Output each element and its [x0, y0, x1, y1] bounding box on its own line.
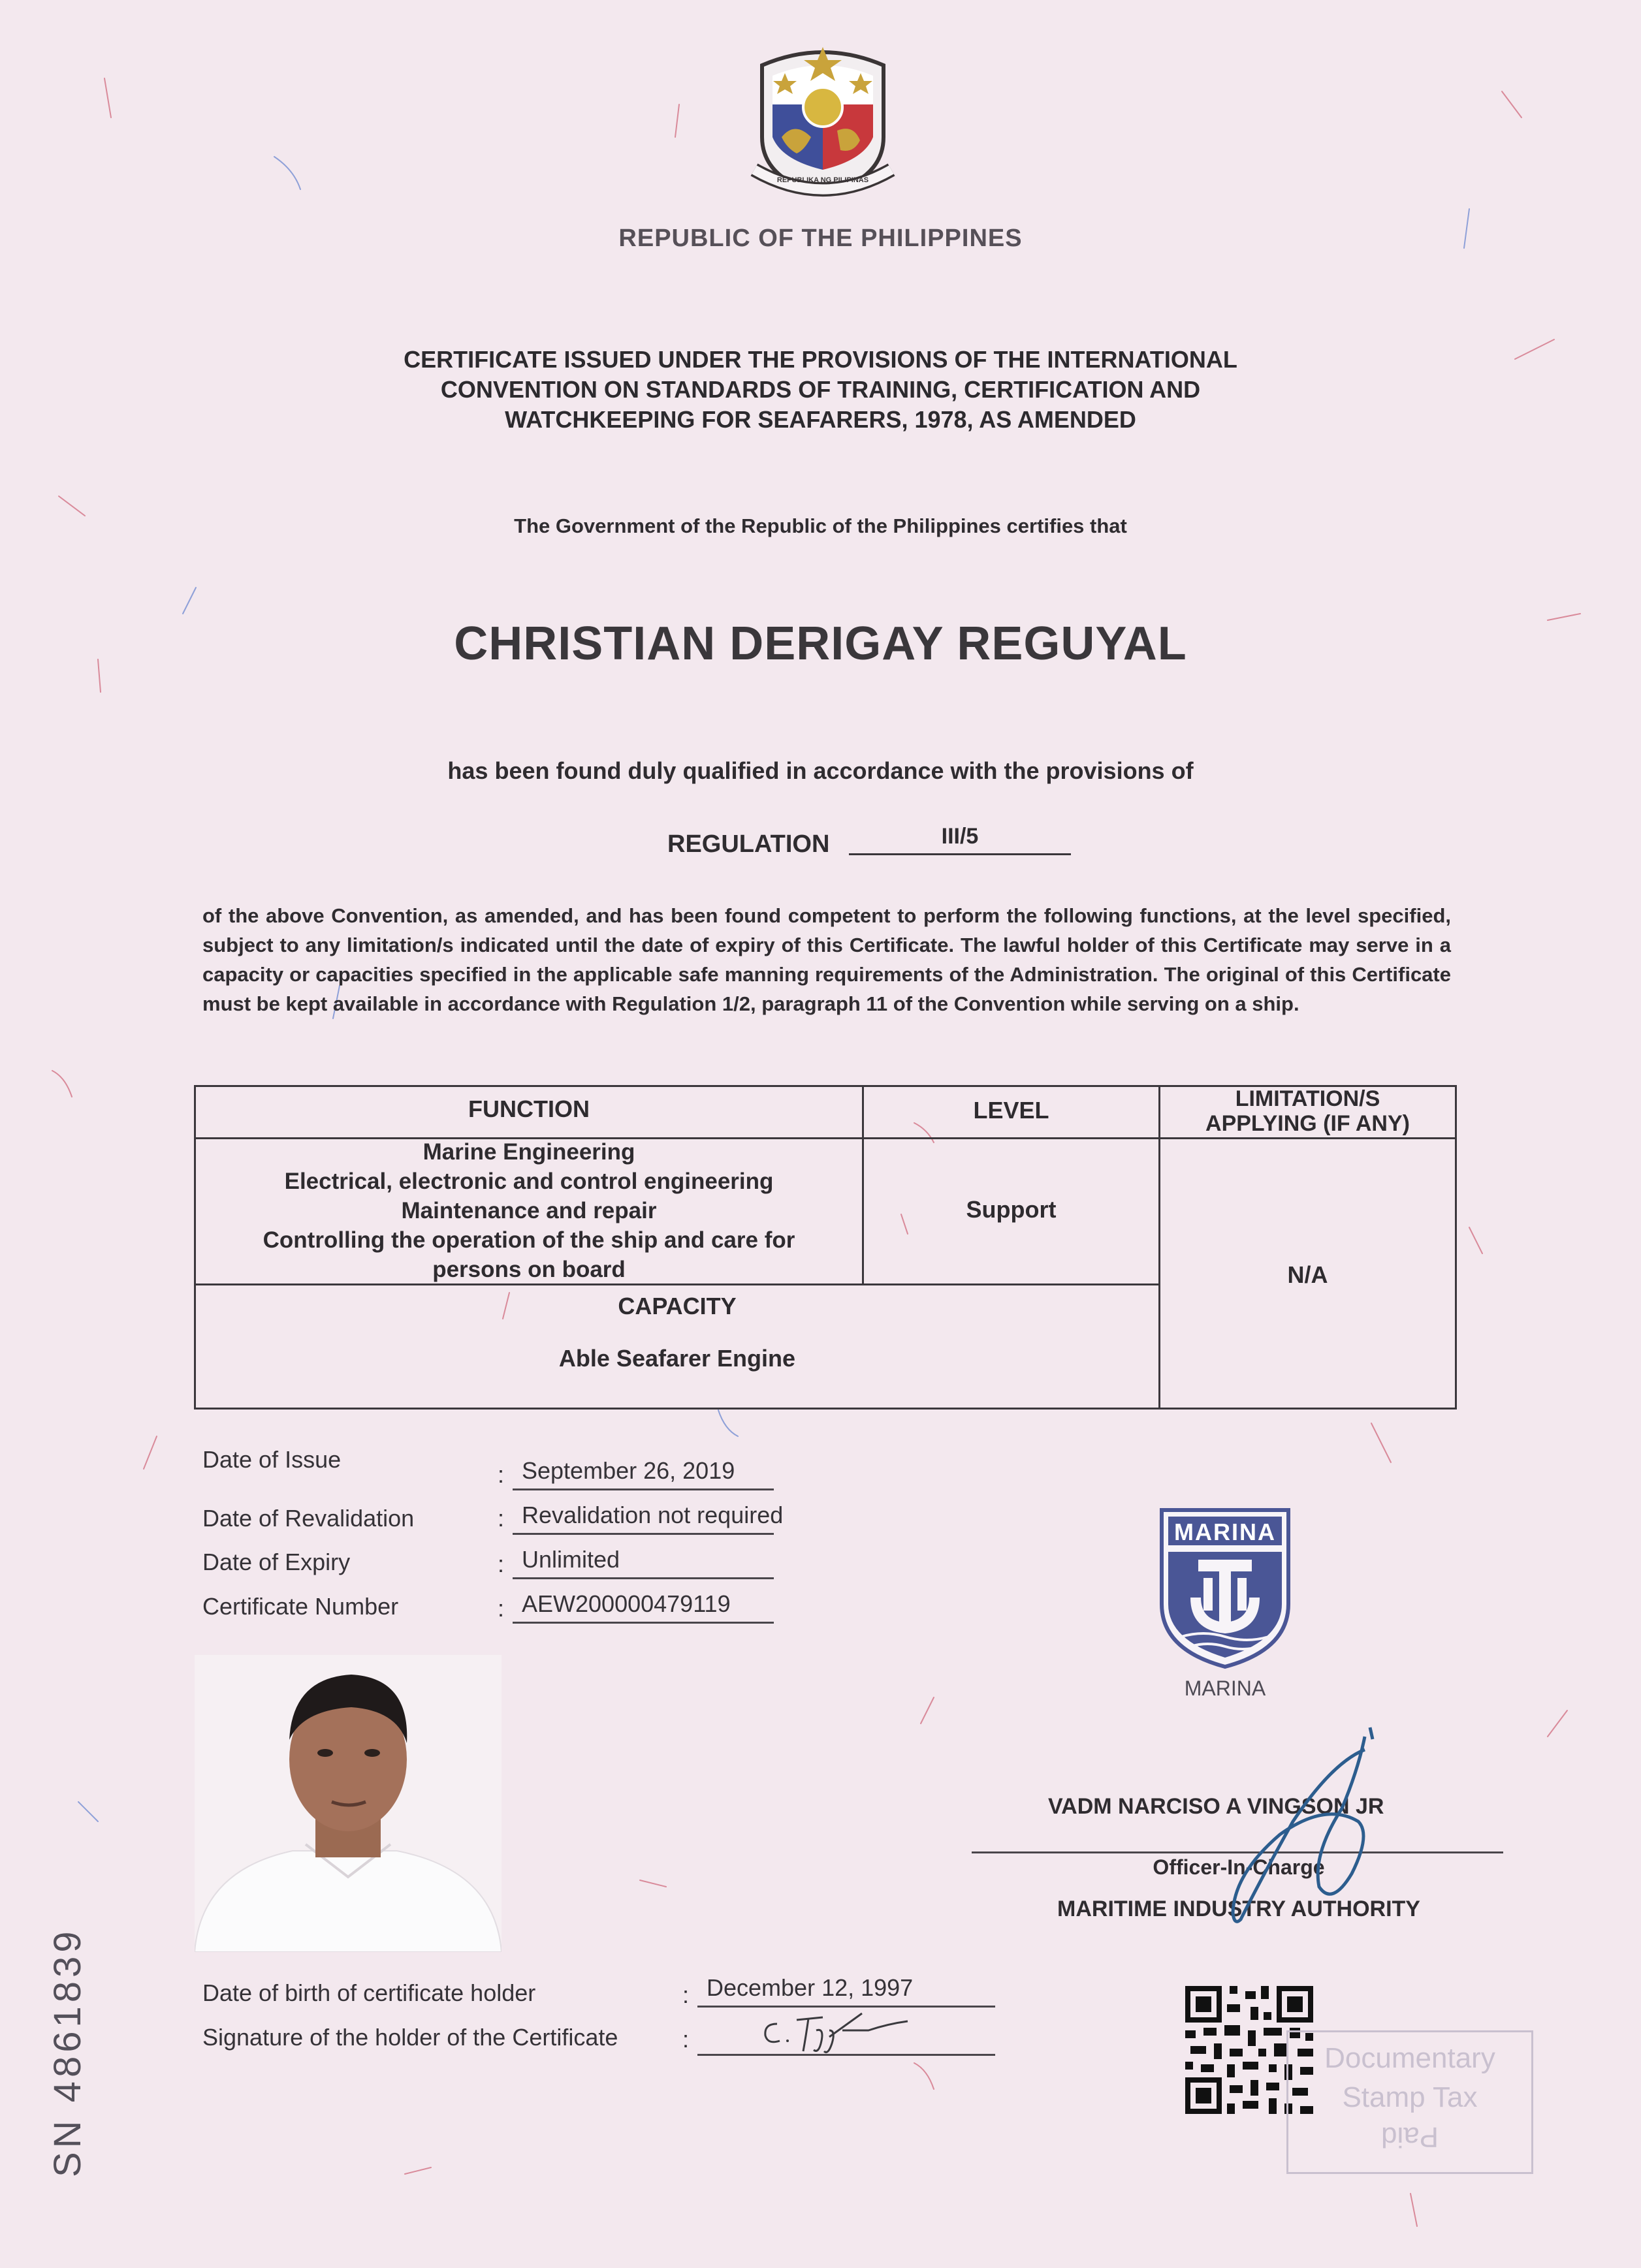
- function-header: FUNCTION: [468, 1095, 590, 1122]
- marina-caption: MARINA: [1184, 1677, 1266, 1700]
- issue-date-value: September 26, 2019: [513, 1457, 774, 1490]
- holder-signature-colon: :: [682, 2026, 690, 2053]
- republic-title: REPUBLIC OF THE PHILIPPINES: [618, 225, 1023, 252]
- revalidation-date-colon: :: [498, 1505, 505, 1532]
- qualified-statement: has been found duly qualified in accordance with the provisions of: [447, 757, 1194, 784]
- function-item: Marine Engineering: [422, 1139, 635, 1165]
- stamp-line-3: Paid: [1380, 2121, 1439, 2153]
- competence-paragraph: of the above Convention, as amended, and has been found competent to perform the following functions, at the level specified, subject to any limitation/s indicated until the date of expiry of this Certificate. The lawful holder of this Certificate may serve in a capacity or capacities specified in the applicable safe manning requirements of the Administration. The original of this Certificate must be kept available in accordance with Regulation 1/2, paragraph 11 of the Convention while serving on a ship.: [202, 904, 1451, 1015]
- expiry-date-label: Date of Expiry: [202, 1549, 351, 1575]
- official-signature: [1162, 1724, 1410, 1932]
- limitation-header-line-2: APPLYING (IF ANY): [1205, 1111, 1410, 1136]
- issue-date-label: Date of Issue: [202, 1446, 342, 1473]
- heading-line-3: WATCHKEEPING FOR SEAFARERS, 1978, AS AMENDED: [505, 406, 1136, 433]
- signatory-organization: MARITIME INDUSTRY AUTHORITY: [1057, 1897, 1420, 1921]
- dob-value: December 12, 1997: [697, 1974, 995, 2008]
- certificate-number-value: AEW200000479119: [513, 1590, 774, 1624]
- holder-name: CHRISTIAN DERIGAY REGUYAL: [454, 618, 1187, 670]
- regulation-value: III/5: [849, 824, 1071, 855]
- signatory-name-text: VADM NARCISO A VINGSON JR: [1048, 1794, 1384, 1819]
- capacity-label: CAPACITY: [618, 1293, 737, 1319]
- capacity-value: Able Seafarer Engine: [558, 1345, 796, 1372]
- holder-signature: [751, 2004, 921, 2063]
- limitation-value: N/A: [1287, 1261, 1328, 1288]
- level-header: LEVEL: [973, 1097, 1049, 1124]
- function-list: [196, 1137, 862, 1284]
- function-item: persons on board: [432, 1257, 626, 1282]
- level-value: Support: [966, 1196, 1057, 1223]
- marina-logo: [1158, 1506, 1292, 1669]
- stamp-line-1: Documentary: [1324, 2042, 1495, 2074]
- function-item: Controlling the operation of the ship and care for: [263, 1227, 795, 1253]
- holder-signature-label: Signature of the holder of the Certificate: [202, 2024, 618, 2051]
- limitation-header-line-1: LIMITATION/S: [1235, 1086, 1380, 1111]
- heading-line-2: CONVENTION ON STANDARDS OF TRAINING, CERTIFICATION AND: [440, 376, 1201, 403]
- certificate-number-label: Certificate Number: [202, 1593, 399, 1620]
- holder-photo: [195, 1655, 502, 1952]
- expiry-date-value: Unlimited: [513, 1546, 774, 1579]
- issue-date-colon: :: [498, 1461, 505, 1488]
- revalidation-date-label: Date of Revalidation: [202, 1505, 415, 1532]
- function-item: Electrical, electronic and control engineering: [284, 1169, 774, 1194]
- certifies-statement: The Government of the Republic of the Philippines certifies that: [514, 514, 1127, 537]
- serial-number: SN 4861839: [46, 1927, 89, 2177]
- regulation-label: REGULATION: [667, 830, 830, 858]
- dob-label: Date of birth of certificate holder: [202, 1979, 536, 2006]
- certificate-number-colon: :: [498, 1595, 505, 1622]
- seal-ribbon-text: REPUBLIKA NG PILIPINAS: [776, 176, 869, 184]
- function-item: Maintenance and repair: [401, 1198, 657, 1223]
- limitation-header: [1160, 1086, 1455, 1136]
- signatory-title: Officer-In-Charge: [1153, 1855, 1325, 1879]
- expiry-date-colon: :: [498, 1551, 505, 1577]
- revalidation-date-value: Revalidation not required: [513, 1502, 774, 1535]
- stamp-line-2: Stamp Tax: [1342, 2081, 1478, 2113]
- documentary-stamp: [1286, 2030, 1533, 2174]
- marina-logo-text: MARINA: [1174, 1519, 1276, 1545]
- dob-colon: :: [682, 1981, 690, 2008]
- heading-line-1: CERTIFICATE ISSUED UNDER THE PROVISIONS OF THE INTERNATIONAL: [404, 346, 1237, 373]
